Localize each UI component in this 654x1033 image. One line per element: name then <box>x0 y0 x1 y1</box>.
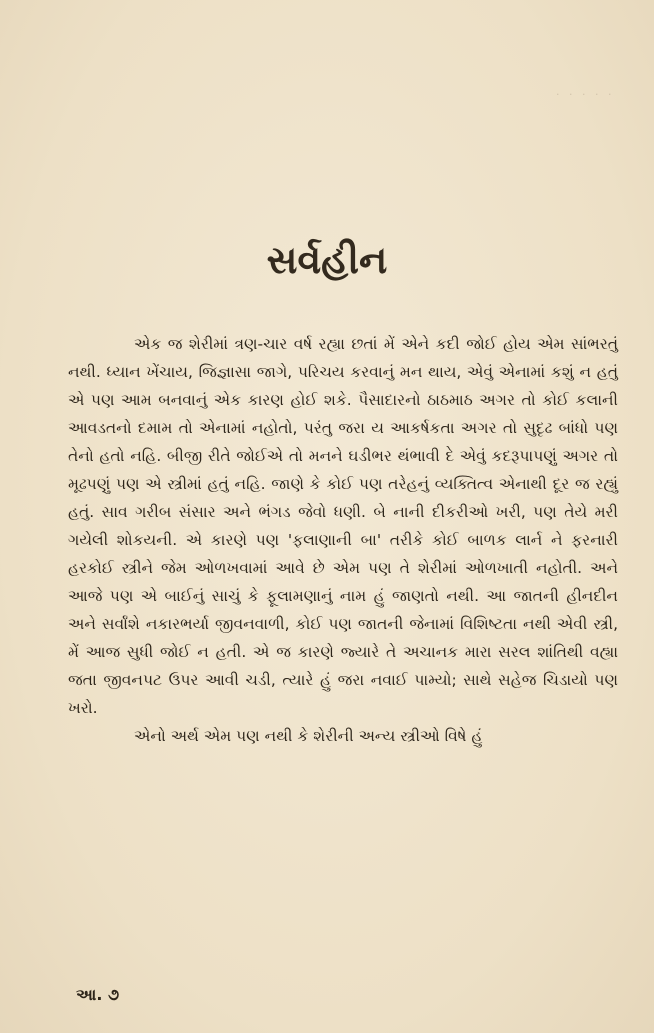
page-footer-signature: આ. ૭ <box>76 985 120 1004</box>
paragraph-2: એનો અર્થ એમ પણ નથી કે શેરીની અન્ય સ્ત્રીઓ વિષે હું <box>134 727 483 745</box>
chapter-title: સર્વહીન <box>266 238 388 282</box>
faint-bleed-through-mark: · · · · · <box>556 88 615 101</box>
body-text <box>68 330 618 750</box>
paragraph-1: એક જ શેરીમાં ત્રણ-ચાર વર્ષ રહ્યા છતાં મેં એને કદી જોઈ હોય એમ સાંભરતું નથી. ધ્યાન ખેંચાય, જિજ્ઞાસા જાગે, પરિચય કરવાનું મન થાય, એવું એનામાં કશું ન હતું એ પણ આમ બનવાનું એક કારણ હોઈ શકે. પૈસાદારનો ઠાઠમાઠ અગર તો કોઈ કલાની આવડતનો દમામ તો એનામાં નહોતો, પરંતુ જરા ય આકર્ષકતા અગર તો સુદૃઢ બાંધો પણ તેનો હતો નહિ. બીજી રીતે જોઈએ તો મનને ઘડીભર થંભાવી દે એવું કદરૂપાપણું અગર તો મૂઢપણું પણ એ સ્ત્રીમાં હતું નહિ. જાણે કે કોઈ પણ તરેહનું વ્યક્તિત્વ એનાથી દૂર જ રહ્યું હતું. સાવ ગરીબ સંસાર અને ભંગડ જેવો ધણી. બે નાની દીકરીઓ ખરી, પણ તેયે મરી ગયેલી શોકયની. એ કારણે પણ 'ફલાણાની બા' તરીકે કોઈ બાળક લાર્ન ને ફરનારી હરકોઈ સ્ત્રીને જેમ ઓળખવામાં આવે છે એમ પણ તે શેરીમાં ઓળખાતી નહોતી. અને આજે પણ એ બાઈનું સાચું કે ફૂલામણાનું નામ હું જાણતો નથી. આ જાતની હીનદીન અને સર્વાંશે નકારભર્યા જીવનવાળી, કોઈ પણ જાતની જેનામાં વિશિષ્ટતા નથી એવી સ્ત્રી, મેં આજ સુધી જોઈ ન હતી. એ જ કારણે જ્યારે તે અચાનક મારા સરલ શાંતિથી વહ્યા જતા જીવનપટ ઉપર આવી ચડી, ત્યારે હું જરા નવાઈ પામ્યો; સાથે સહેજ ચિડાયો પણ ખરો. <box>68 335 618 717</box>
